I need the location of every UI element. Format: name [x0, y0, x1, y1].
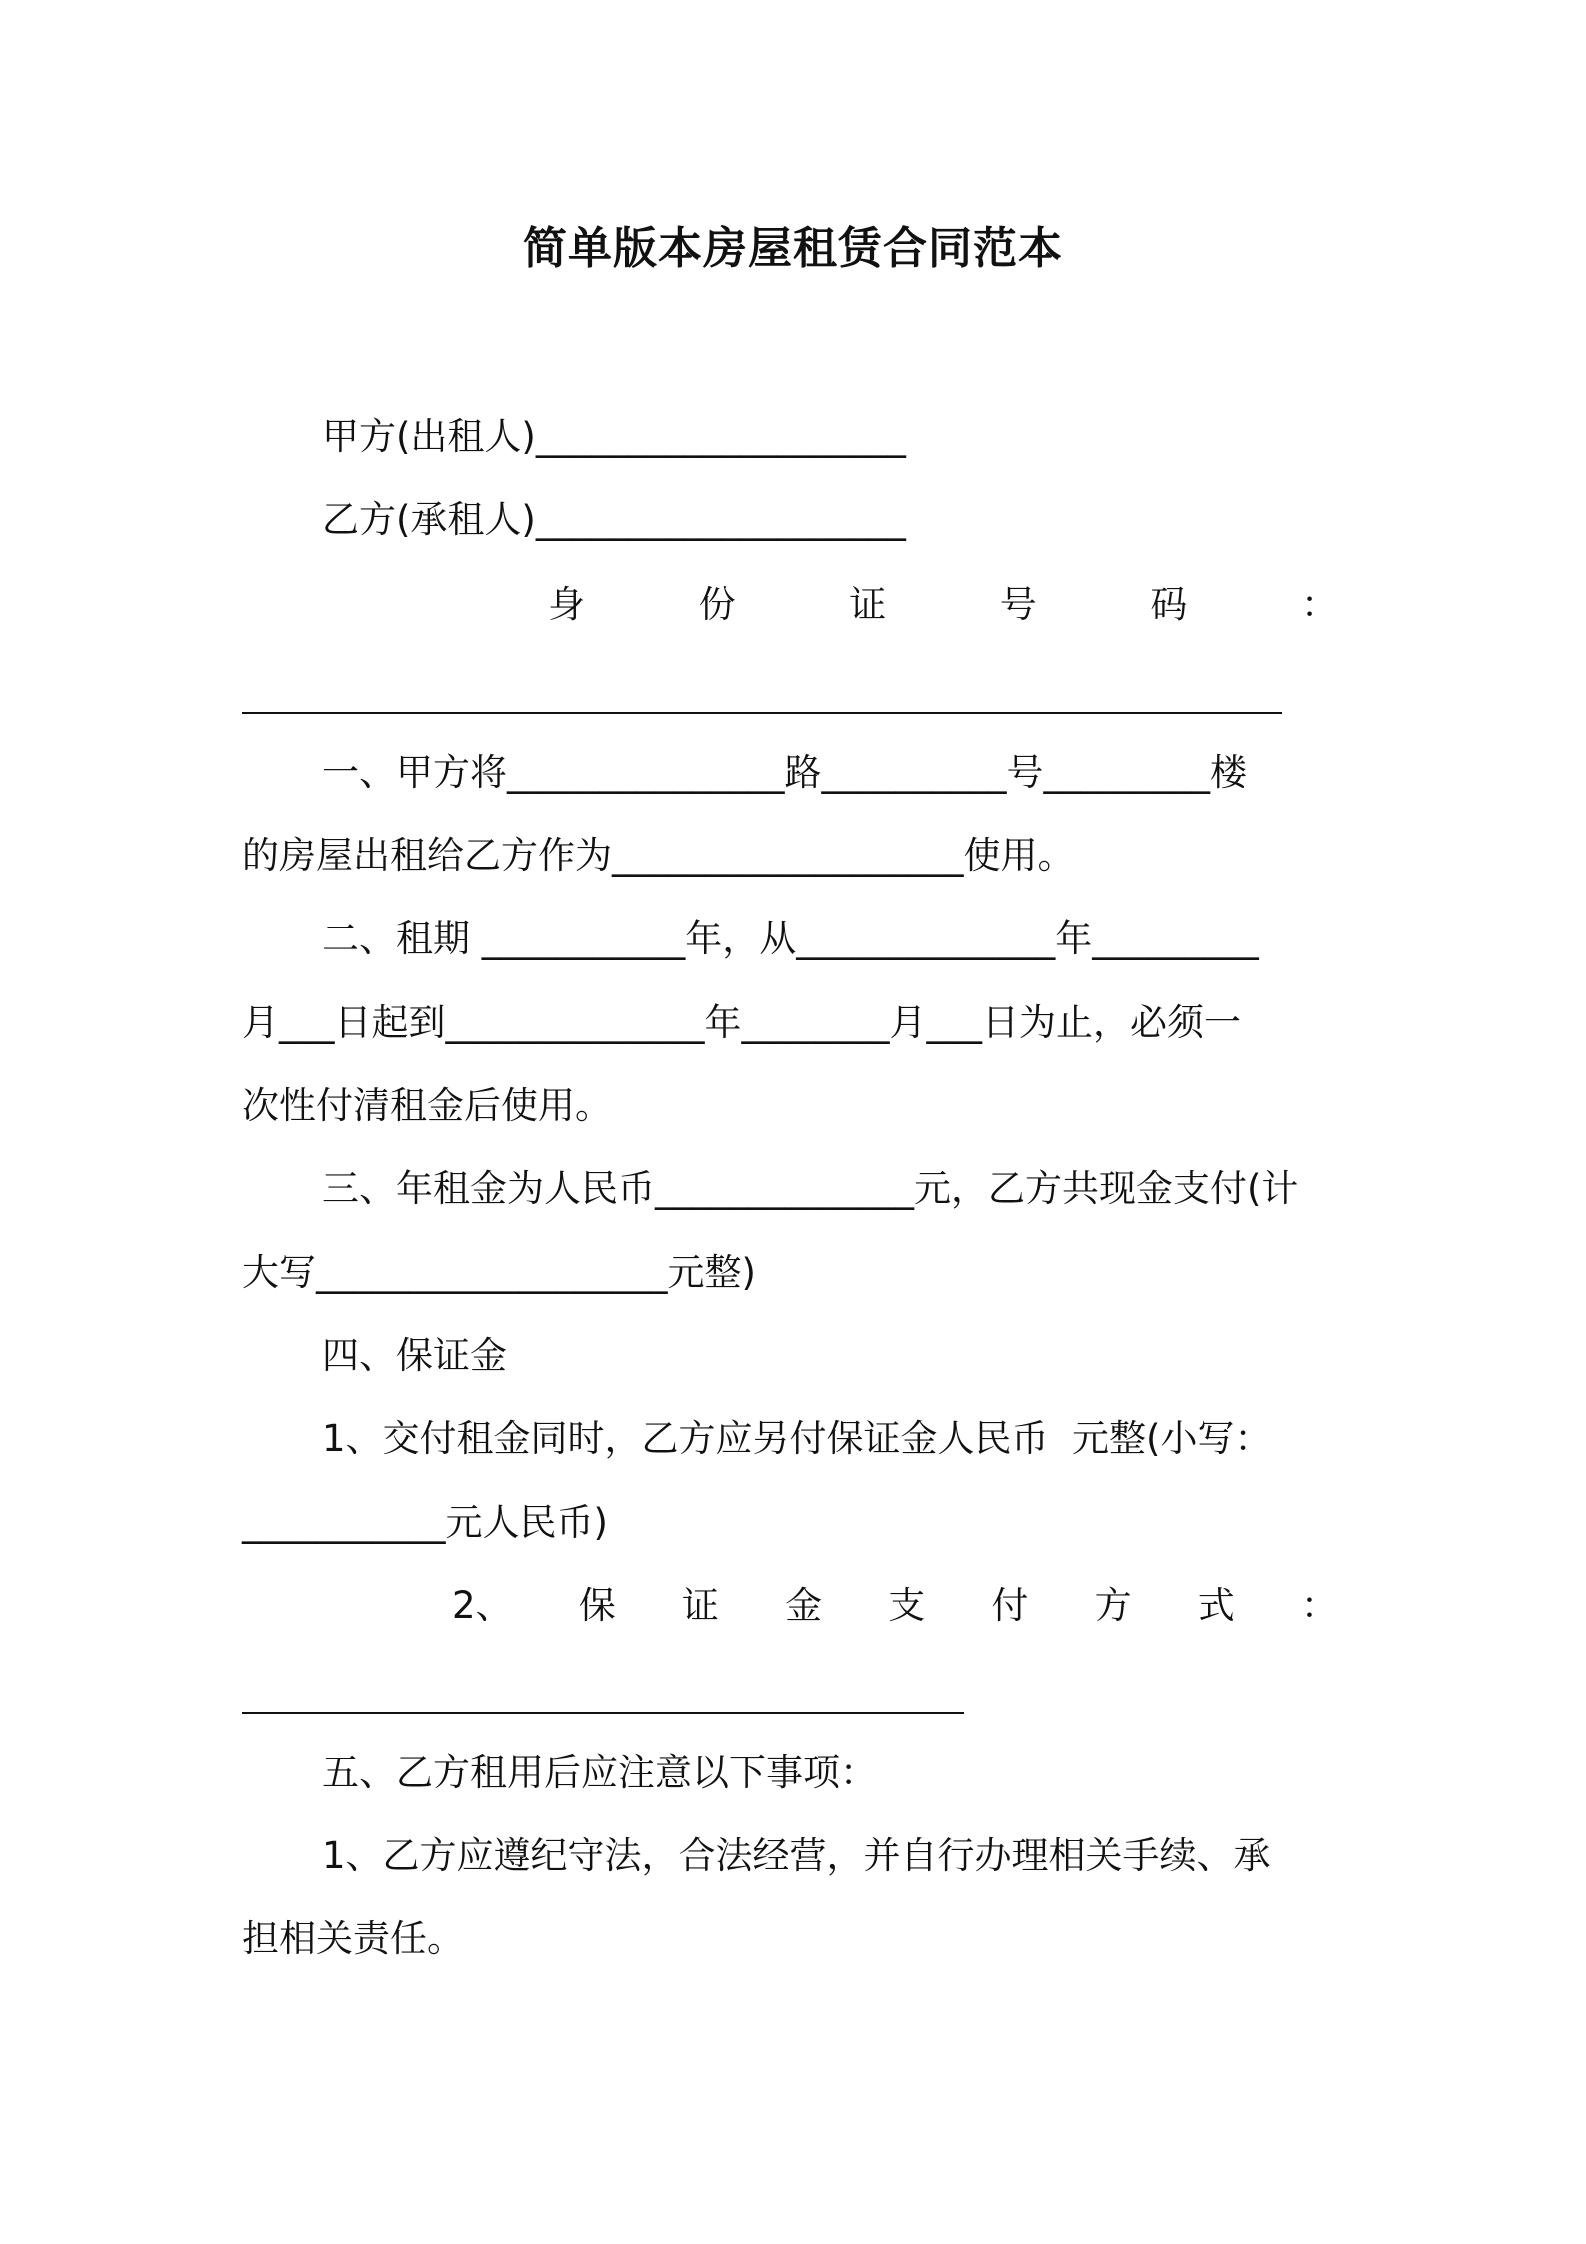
party-b-line: 乙方(承租人)____________________: [322, 498, 906, 541]
deposit-method-blank-line: [242, 1712, 964, 1714]
id-number-blank-line: [242, 712, 1282, 714]
clause-4-heading: 四、保证金: [322, 1334, 507, 1377]
deposit-method-char: 2、: [452, 1584, 513, 1627]
id-number-char: 身: [548, 583, 585, 626]
deposit-payment-method-label: [452, 1581, 1338, 1631]
id-number-char: ：: [1300, 583, 1338, 626]
clause-5-heading: 五、乙方租用后应注意以下事项：: [322, 1751, 877, 1794]
id-number-char: 证: [849, 583, 887, 626]
clause-2-line-3: 次性付清租金后使用。: [242, 1084, 612, 1127]
party-a-line: 甲方(出租人)____________________: [322, 415, 906, 458]
clause-2-line-1: 二、租期 ___________年，从______________年_________: [322, 917, 1259, 960]
clause-5-item-1-line-2: 担相关责任。: [242, 1917, 464, 1960]
clause-1-line-1: 一、甲方将_______________路__________号_________楼: [322, 751, 1247, 794]
deposit-method-char: 式: [1197, 1584, 1235, 1627]
id-number-label: [548, 580, 1338, 630]
clause-2-line-2: 月___日起到______________年________月___日为止，必须一: [242, 1001, 1241, 1044]
clause-3-line-1: 三、年租金为人民币______________元，乙方共现金支付(计: [322, 1167, 1299, 1210]
document-title: 简单版本房屋租赁合同范本: [523, 223, 1063, 274]
id-number-char: 码: [1150, 583, 1188, 626]
clause-1-line-2: 的房屋出租给乙方作为___________________使用。: [242, 834, 1075, 877]
deposit-method-char: 方: [1094, 1584, 1132, 1627]
clause-3-line-2: 大写___________________元整): [242, 1251, 756, 1294]
id-number-char: 份: [698, 583, 736, 626]
clause-5-item-1-line-1: 1、乙方应遵纪守法，合法经营，并自行办理相关手续、承: [322, 1834, 1271, 1877]
deposit-method-char: ：: [1300, 1584, 1338, 1627]
deposit-method-char: 证: [681, 1584, 719, 1627]
deposit-method-char: 支: [888, 1584, 926, 1627]
deposit-method-char: 保: [578, 1584, 616, 1627]
clause-4-item-1-line-1: 1、交付租金同时，乙方应另付保证金人民币 元整(小写：: [322, 1417, 1272, 1460]
deposit-method-char: 付: [991, 1584, 1029, 1627]
id-number-char: 号: [999, 583, 1037, 626]
deposit-method-char: 金: [785, 1584, 823, 1627]
clause-4-item-1-line-2: ___________元人民币): [242, 1501, 608, 1544]
